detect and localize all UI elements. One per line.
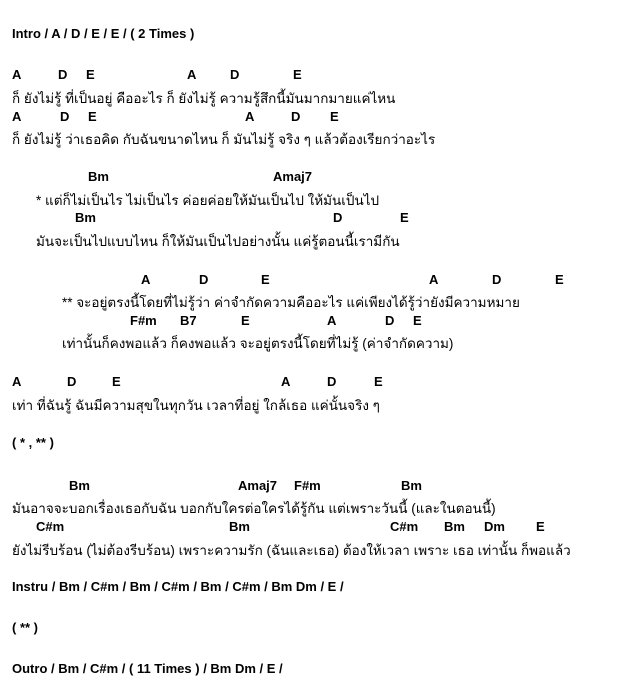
lyric-line: มันจะเป็นไปแบบไหน ก็ให้มันเป็นไปอย่างนั้น แค่รู้ตอนนี้เรามีกัน <box>36 234 400 249</box>
chord: E <box>261 272 270 287</box>
chord: E <box>400 210 409 225</box>
chord: A <box>12 67 22 82</box>
chord: C#m <box>390 519 419 534</box>
chord: D <box>199 272 209 287</box>
chord: E <box>241 313 250 328</box>
chord: Bm <box>229 519 250 534</box>
lyric-line: ก็ ยังไม่รู้ ว่าเธอคิด กับฉันขนาดไหน ก็ มันไม่รู้ จริง ๆ แล้วต้องเรียกว่าอะไร <box>12 132 436 147</box>
chord: Dm <box>484 519 505 534</box>
chord: A <box>12 109 22 124</box>
chord: A <box>281 374 291 389</box>
lyric-line: เท่า ที่ฉันรู้ ฉันมีความสุขในทุกวัน เวลาที่อยู่ ใกล้เธอ แค่นั้นจริง ๆ <box>12 398 380 413</box>
lyric-line: ก็ ยังไม่รู้ ที่เป็นอยู่ คืออะไร ก็ ยังไม่รู้ ความรู้สึกนี้มันมากมายแค่ไหน <box>12 91 396 106</box>
repeat-marker: ( ** ) <box>12 620 38 635</box>
chord: E <box>374 374 383 389</box>
chord: A <box>12 374 22 389</box>
chord: F#m <box>294 478 321 493</box>
chord: D <box>385 313 395 328</box>
chord: Bm <box>401 478 422 493</box>
lyric-line: มันอาจจะบอกเรื่องเธอกับฉัน บอกกับใครต่อใครได้รู้กัน แต่เพราะวันนี้ (และในตอนนี้) <box>12 501 496 516</box>
lyric-line: ยังไม่รีบร้อน (ไม่ต้องรีบร้อน) เพราะความรัก (ฉันและเธอ) ต้องให้เวลา เพราะ เธอ เท่านั้น ก็พอแล้ว <box>12 543 571 558</box>
chord: A <box>187 67 197 82</box>
chord: F#m <box>130 313 157 328</box>
chord: D <box>60 109 70 124</box>
chord: A <box>245 109 255 124</box>
chord: D <box>291 109 301 124</box>
chord: Bm <box>444 519 465 534</box>
chord: Amaj7 <box>273 169 313 184</box>
chord: Bm <box>88 169 109 184</box>
chord: A <box>141 272 151 287</box>
chord: D <box>67 374 77 389</box>
chord: E <box>555 272 564 287</box>
chord: Bm <box>69 478 90 493</box>
chord: E <box>330 109 339 124</box>
chord: D <box>327 374 337 389</box>
chord: Bm <box>75 210 96 225</box>
chord: B7 <box>180 313 197 328</box>
chord: E <box>293 67 302 82</box>
chord: E <box>86 67 95 82</box>
chord: D <box>333 210 343 225</box>
intro-line: Intro / A / D / E / E / ( 2 Times ) <box>12 26 195 41</box>
chord: E <box>88 109 97 124</box>
lyric-line: ** จะอยู่ตรงนี้โดยที่ไม่รู้ว่า ค่าจำกัดความคืออะไร แค่เพียงได้รู้ว่ายังมีความหมาย <box>62 295 520 310</box>
chord: D <box>58 67 68 82</box>
chord: Amaj7 <box>238 478 278 493</box>
lyric-line: เท่านั้นก็คงพอแล้ว ก็คงพอแล้ว จะอยู่ตรงนี้โดยที่ไม่รู้ (ค่าจำกัดความ) <box>62 336 454 351</box>
chord: D <box>230 67 240 82</box>
chord: C#m <box>36 519 65 534</box>
chord: D <box>492 272 502 287</box>
chord: A <box>429 272 439 287</box>
chord: E <box>413 313 422 328</box>
chord: E <box>536 519 545 534</box>
outro-line: Outro / Bm / C#m / ( 11 Times ) / Bm Dm / E / <box>12 661 283 676</box>
repeat-marker: ( * , ** ) <box>12 435 54 450</box>
lyric-line: * แต่ก็ไม่เป็นไร ไม่เป็นไร ค่อยค่อยให้มันเป็นไป ให้มันเป็นไป <box>36 193 380 208</box>
instru-line: Instru / Bm / C#m / Bm / C#m / Bm / C#m / Bm Dm / E / <box>12 579 344 594</box>
chord: A <box>327 313 337 328</box>
chord: E <box>112 374 121 389</box>
